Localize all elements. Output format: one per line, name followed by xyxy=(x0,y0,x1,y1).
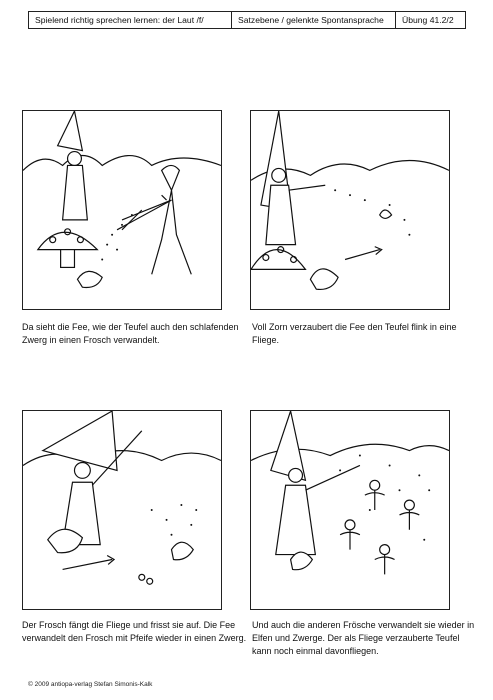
copyright-footer: © 2009 antiopa-verlag Stefan Simonis-Kalk xyxy=(28,681,153,688)
caption-panel-2: Voll Zorn verzaubert die Fee den Teufel flink in eine Fliege. xyxy=(252,322,457,345)
illustration-panel-3 xyxy=(22,410,222,610)
illustration-panel-4 xyxy=(250,410,450,610)
fairy-turns-devil-into-fly-illustration xyxy=(251,111,449,309)
exercise-number: Übung 41.2/2 xyxy=(402,15,454,25)
frogs-become-elves-illustration xyxy=(251,411,449,609)
worksheet-level: Satzebene / gelenkte Spontansprache xyxy=(232,12,396,28)
caption-panel-1: Da sieht die Fee, wie der Teufel auch den schlafenden Zwerg in einen Frosch verwandelt. xyxy=(22,322,239,345)
worksheet-title: Spielend richtig sprechen lernen: der Laut /f/ xyxy=(29,12,232,28)
caption-panel-3: Der Frosch fängt die Fliege und frisst sie auf. Die Fee verwandelt den Frosch mit Pfeife wieder in einen Zwerg. xyxy=(22,620,247,643)
fairy-devil-mushroom-illustration xyxy=(23,111,221,309)
illustration-panel-2 xyxy=(250,110,450,310)
illustration-panel-1 xyxy=(22,110,222,310)
worksheet-header xyxy=(28,11,466,29)
caption-panel-4: Und auch die anderen Frösche verwandelt sie wieder in Elfen und Zwerge. Der als Fliege verzauberte Teufel kann noch einmal davonfliegen. xyxy=(252,620,475,656)
frog-eats-fly-illustration xyxy=(23,411,221,609)
